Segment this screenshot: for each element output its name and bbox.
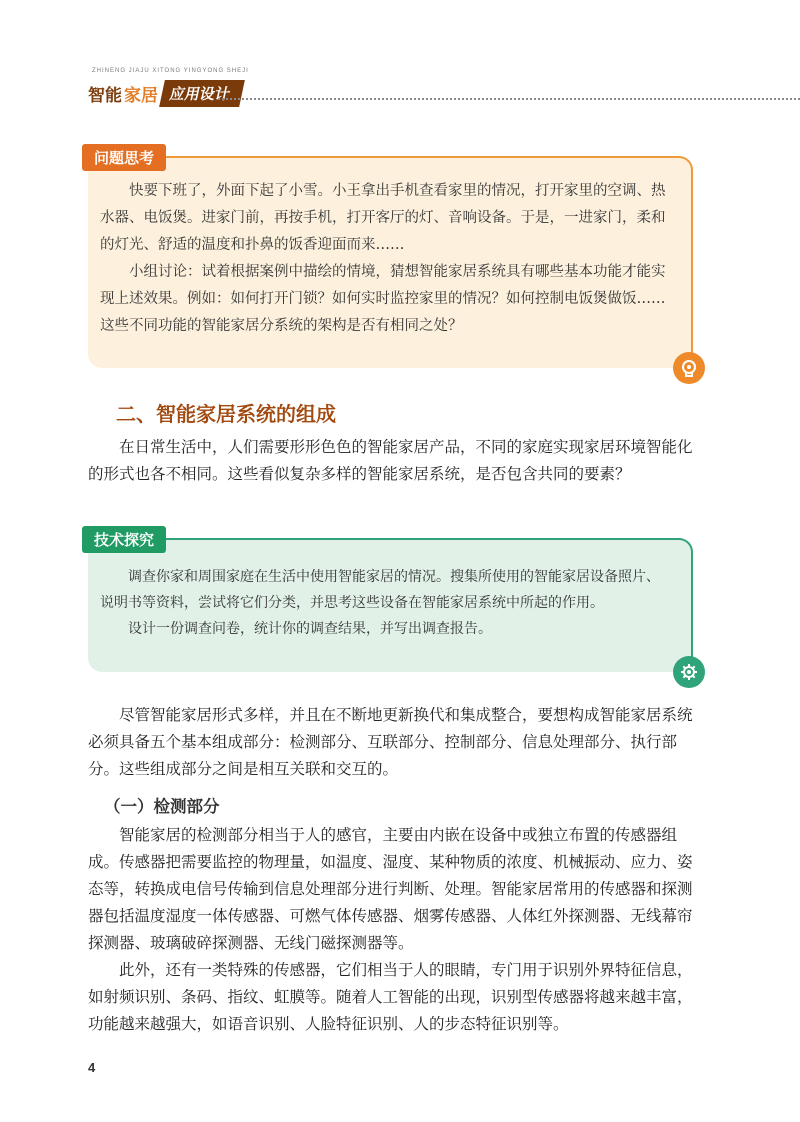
gear-icon: [673, 656, 705, 688]
problem-paragraph-1: 快要下班了，外面下起了小雪。小王拿出手机查看家里的情况，打开家里的空调、热水器、电饭煲。进家门前，再按手机，打开客厅的灯、音响设备。于是，一进家门，柔和的灯光、舒适的温度和扑鼻的饭香迎面而来……: [100, 183, 666, 253]
tech-box-label: 技术探究: [82, 526, 166, 553]
header-divider: [218, 98, 800, 100]
tech-paragraph-1: 调查你家和周围家庭在生活中使用智能家居的情况。搜集所使用的智能家居设备照片、说明书等资料，尝试将它们分类，并思考这些设备在智能家居系统中所起的作用。: [100, 569, 660, 611]
tech-inquiry-box: [88, 531, 693, 672]
problem-paragraph-2: 小组讨论：试着根据案例中描绘的情境，猜想智能家居系统具有哪些基本功能才能实现上述效果。例如：如何打开门锁？如何实时监控家里的情况？如何控制电饭煲做饭……这些不同功能的智能家居分系统的架构是否有相同之处？: [100, 264, 666, 334]
intro-text: 在日常生活中，人们需要形形色色的智能家居产品，不同的家庭实现家居环境智能化的形式也各不相同。这些看似复杂多样的智能家居系统，是否包含共同的要素？: [88, 438, 693, 483]
intro-paragraph: [88, 434, 704, 488]
detection-paragraph-2: 此外，还有一类特殊的传感器，它们相当于人的眼睛，专门用于识别外界特征信息，如射频识别、条码、指纹、虹膜等。随着人工智能的出现，识别型传感器将越来越丰富，功能越来越强大，如语音识别、人脸特征识别、人的步态特征识别等。: [88, 961, 693, 1033]
problem-thinking-box: [88, 149, 693, 368]
problem-box-text: [100, 178, 671, 340]
logo-part-c: 应用设计: [159, 80, 245, 107]
logo-part-a: 智能: [88, 86, 122, 106]
section-title: 二、智能家居系统的组成: [116, 402, 336, 426]
thinking-head-icon: [673, 352, 705, 384]
detection-section-text: [88, 822, 704, 1038]
page-header: [0, 68, 800, 112]
logo-part-b: 家居: [124, 86, 158, 106]
components-text: 尽管智能家居形式多样，并且在不断地更新换代和集成整合，要想构成智能家居系统必须具备五个基本组成部分：检测部分、互联部分、控制部分、信息处理部分、执行部分。这些组成部分之间是相互关联和交互的。: [88, 706, 693, 778]
subsection-title: （一）检测部分: [104, 797, 220, 816]
components-paragraph: [88, 702, 704, 783]
header-pinyin: ZHINENG JIAJU XITONG YINGYONG SHEJI: [92, 68, 249, 74]
book-logo: [88, 80, 242, 107]
tech-box-text: [100, 564, 671, 642]
tech-paragraph-2: 设计一份调查问卷，统计你的调查结果，并写出调查报告。: [128, 621, 492, 637]
problem-box-label: 问题思考: [82, 144, 166, 171]
page-number: 4: [88, 1060, 96, 1075]
detection-paragraph-1: 智能家居的检测部分相当于人的感官，主要由内嵌在设备中或独立布置的传感器组成。传感器把需要监控的物理量，如温度、湿度、某种物质的浓度、机械振动、应力、姿态等，转换成电信号传输到信息处理部分进行判断、处理。智能家居常用的传感器和探测器包括温度湿度一体传感器、可燃气体传感器、烟雾传感器、人体红外探测器、无线幕帘探测器、玻璃破碎探测器、无线门磁探测器等。: [88, 826, 693, 952]
